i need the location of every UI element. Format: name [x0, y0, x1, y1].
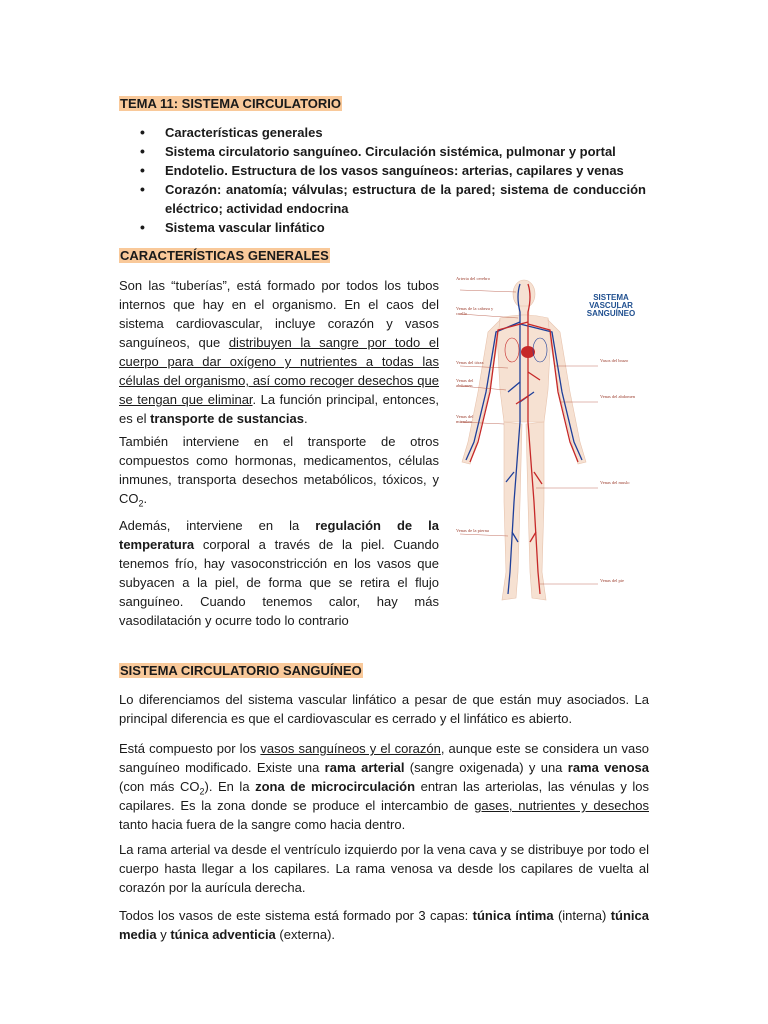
paragraph-temperatura	[119, 516, 439, 630]
figure-label: Venas del miembro	[456, 414, 474, 424]
text-run: (con más CO	[119, 779, 200, 794]
text-run: entran las arteriolas, las vénulas y los capilares. Es la zona donde se produce el intercambio de	[119, 779, 650, 813]
text-run: Está compuesto por los	[119, 741, 261, 756]
figure-label: Arteria del cerebro	[456, 276, 490, 281]
bold-text: regulación de la temperatura	[119, 518, 439, 552]
figure-label: Venas del abdomen	[456, 378, 474, 388]
text-run: (externa).	[275, 927, 336, 942]
figure-title	[584, 294, 638, 318]
topic-heading	[119, 95, 342, 112]
section-heading-text: CARACTERÍSTICAS GENERALES	[120, 248, 329, 263]
section-heading-sanguineo	[119, 662, 363, 679]
bold-text: zona de microcirculación	[255, 779, 416, 794]
paragraph-capas	[119, 906, 649, 944]
text-run: Además, interviene en la	[119, 518, 316, 533]
figure-label: Venas del pie	[600, 578, 624, 583]
bold-text: túnica media	[119, 908, 650, 942]
outline-item: • Sistema vascular linfático	[140, 218, 646, 237]
figure-label: Venas del abdomen	[600, 394, 635, 399]
outline-item: • Sistema circulatorio sanguíneo. Circulación sistémica, pulmonar y portal	[140, 142, 646, 161]
text-run: y	[156, 927, 171, 942]
figure-title-line: SISTEMA	[593, 293, 629, 302]
paragraph-tuberias	[119, 276, 439, 428]
paragraph-diferencia: Lo diferenciamos del sistema vascular linfático a pesar de que están muy asociados. La principal diferencia es que el cardiovascular es cerrado y el linfático es abierto.	[119, 692, 649, 726]
text-run: .	[143, 491, 148, 506]
outline-item: • Características generales	[140, 123, 646, 142]
text-run: ). En la	[204, 779, 256, 794]
figure-label: Vasos del brazo	[600, 358, 629, 363]
outline-list	[140, 123, 646, 237]
text-run: . La función principal, entonces, es el	[119, 392, 439, 426]
outline-item: • Endotelio. Estructura de los vasos sanguíneos: arterias, capilares y venas	[140, 161, 646, 180]
paragraph-composicion	[119, 739, 649, 834]
underlined-text: distribuyen la sangre por todo el cuerpo para dar oxígeno y nutrientes a todas las células del organismo, así como recoger desechos que se tengan que eliminar	[119, 335, 439, 407]
text-run: Son las “tuberías”, está formado por todos los tubos internos que hay en el organismo. En el caos del sistema cardiovascular, incluye corazón y vasos sanguíneos, que	[119, 278, 439, 350]
figure-label: Venas de la cabeza y cuello	[456, 306, 494, 316]
section-heading-caracteristicas	[119, 247, 330, 264]
section-heading-text: SISTEMA CIRCULATORIO SANGUÍNEO	[120, 663, 362, 678]
figure-label: Venas del tórax	[456, 360, 484, 365]
underlined-text: vasos sanguíneos y el corazón	[260, 741, 441, 756]
bold-text: túnica íntima	[472, 908, 554, 923]
underlined-text: gases, nutrientes y desechos	[474, 798, 649, 813]
bold-text: túnica adventicia	[170, 927, 276, 942]
figure-title-line: VASCULAR	[589, 301, 633, 310]
bold-text: transporte de sustancias	[150, 411, 304, 426]
paragraph-ramas: La rama arterial va desde el ventrículo izquierdo por la vena cava y se distribuye por todo el cuerpo hasta llegar a los capilares. La rama venosa va desde los capilares de vuelta al corazón por la aurícula derecha.	[119, 842, 649, 895]
text-run: Todos los vasos de este sistema está formado por 3 capas:	[119, 908, 473, 923]
text-run: , aunque este se considera un vaso sanguíneo modificado. Existe una	[119, 741, 649, 775]
text-run: También interviene en el transporte de otros compuestos como hormonas, medicamentos, células inmunes, transporta desechos metabólicos, tóxicos, y CO	[119, 434, 439, 506]
human-body-illustration	[448, 272, 644, 616]
paragraph-transporte	[119, 432, 439, 508]
bold-text: rama venosa	[567, 760, 649, 775]
topic-heading-text: TEMA 11: SISTEMA CIRCULATORIO	[120, 96, 342, 111]
subscript: 2	[138, 498, 144, 509]
text-run: tanto hacia fuera de la sangre como hacia dentro.	[119, 817, 406, 832]
figure-label: Venas de la pierna	[456, 528, 489, 533]
text-run: .	[303, 411, 308, 426]
vascular-system-figure	[448, 272, 644, 616]
subscript: 2	[199, 786, 205, 797]
outline-item: • Corazón: anatomía; válvulas; estructura de la pared; sistema de conducción eléctrico; actividad endocrina	[140, 180, 646, 218]
bold-text: rama arterial	[324, 760, 405, 775]
text-run: (interna)	[553, 908, 611, 923]
figure-label: Venas del muslo	[600, 480, 630, 485]
text-run: corporal a través de la piel. Cuando tenemos frío, hay vasoconstricción en los vasos que subyacen a la piel, de forma que se retira el flujo sanguíneo. Cuando tenemos calor, hay más vasodilatación y ocurre todo lo contrario	[119, 537, 439, 628]
text-run: (sangre oxigenada) y una	[404, 760, 568, 775]
figure-title-line: SANGUÍNEO	[586, 309, 636, 318]
